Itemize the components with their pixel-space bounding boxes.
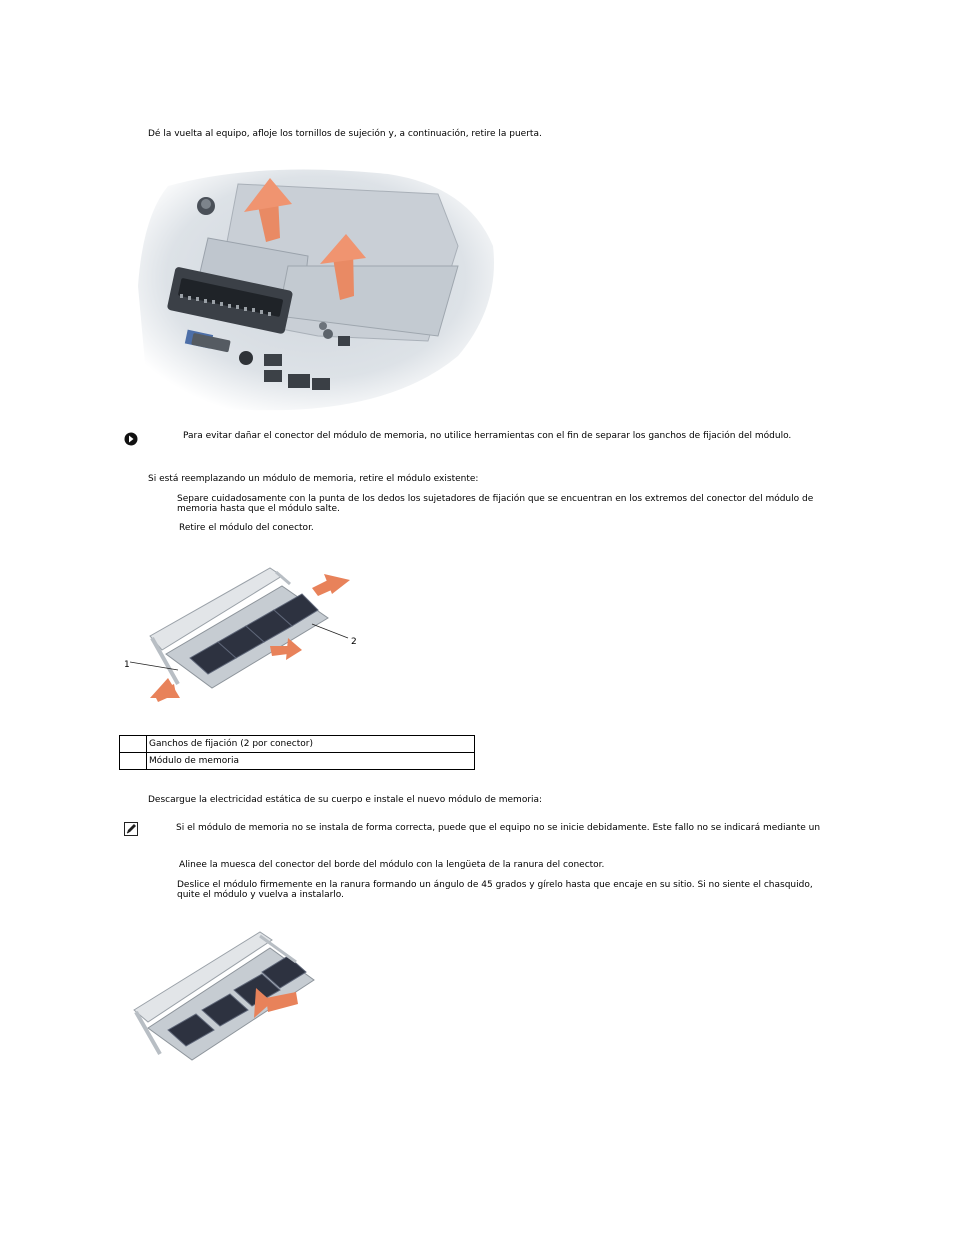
- step-remove-module-text: Retire el módulo del conector.: [179, 523, 314, 533]
- callout-1: 1: [124, 660, 130, 670]
- laptop-bottom-illustration: [138, 166, 500, 412]
- note-text: Si el módulo de memoria no se instala de forma correcta, puede que el equipo no se inicie debidamente. Este fallo no se indicará mediante un: [176, 823, 821, 833]
- notice-text: Para evitar dañar el conector del módulo de memoria, no utilice herramientas con el fin de separar los ganchos de fijación del módulo.: [183, 431, 792, 441]
- step-slide-module-text: Deslice el módulo firmemente en la ranura formando un ángulo de 45 grados y gírelo hasta que encaje en su sitio. Si no siente el chasquido, quite el módulo y vuelva a instalarlo.: [177, 880, 813, 900]
- step-turn-over-text: Dé la vuelta al equipo, afloje los tornillos de sujeción y, a continuación, retire la puerta.: [148, 129, 542, 139]
- step-spread-clips-text: Separe cuidadosamente con la punta de los dedos los sujetadores de fijación que se encuentran en los extremos del conector del módulo de memoria hasta que el módulo salte.: [177, 494, 814, 514]
- module-removal-illustration: [122, 566, 372, 708]
- notice-icon: [124, 432, 138, 446]
- module-install-illustration: [126, 922, 322, 1068]
- table-row: [120, 736, 475, 753]
- legend-label: Ganchos de fijación (2 por conector): [147, 736, 475, 753]
- callout-legend-table: [119, 735, 475, 770]
- note-icon: [124, 822, 138, 836]
- table-row: [120, 753, 475, 770]
- legend-label: Módulo de memoria: [147, 753, 475, 770]
- step-align-notch-text: Alinee la muesca del conector del borde del módulo con la lengüeta de la ranura del conector.: [179, 860, 605, 870]
- step-remove-intro-text: Si está reemplazando un módulo de memoria, retire el módulo existente:: [148, 474, 479, 484]
- callout-2: 2: [351, 637, 357, 647]
- legend-number: [120, 753, 147, 770]
- legend-number: [120, 736, 147, 753]
- step-install-intro-text: Descargue la electricidad estática de su cuerpo e instale el nuevo módulo de memoria:: [148, 795, 543, 805]
